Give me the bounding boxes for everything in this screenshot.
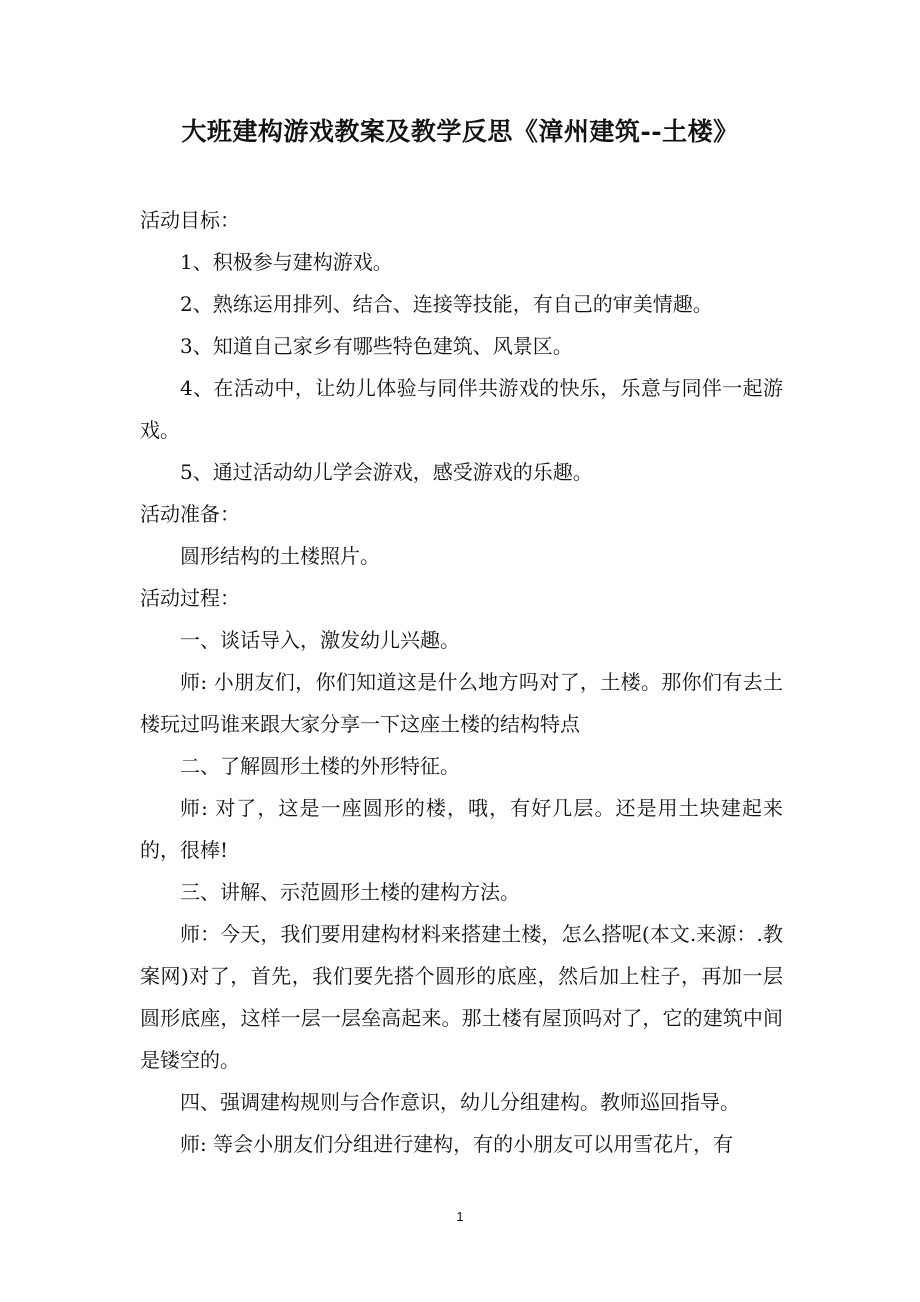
section-heading-preparation: 活动准备： xyxy=(140,502,240,526)
document-body xyxy=(140,199,783,1165)
process-step-heading: 一、谈话导入，激发幼儿兴趣。 xyxy=(180,628,460,652)
goal-item: 3、知道自己家乡有哪些特色建筑、风景区。 xyxy=(180,334,573,358)
process-step-heading: 三、讲解、示范圆形土楼的建构方法。 xyxy=(180,880,520,904)
goal-item: 1、积极参与建构游戏。 xyxy=(180,250,393,274)
teacher-dialogue: 师：今天，我们要用建构材料来搭建土楼，怎么搭呢(本文.来源：.教案网)对了，首先，我们要先搭个圆形的底座，然后加上柱子，再加一层圆形底座，这样一层一层垒高起来。那土楼有屋顶吗对了，它的建筑中间是镂空的。 xyxy=(140,922,783,1072)
process-step-heading: 二、了解圆形土楼的外形特征。 xyxy=(180,754,460,778)
teacher-dialogue: 师: 小朋友们，你们知道这是什么地方吗对了，土楼。那你们有去土楼玩过吗谁来跟大家分享一下这座土楼的结构特点 xyxy=(140,670,783,736)
goal-item: 5、通过活动幼儿学会游戏，感受游戏的乐趣。 xyxy=(180,460,593,484)
section-heading-goals: 活动目标： xyxy=(140,208,240,232)
goal-item: 2、熟练运用排列、结合、连接等技能，有自己的审美情趣。 xyxy=(180,292,713,316)
section-heading-process: 活动过程： xyxy=(140,586,240,610)
process-step-heading: 四、强调建构规则与合作意识，幼儿分组建构。教师巡回指导。 xyxy=(180,1090,740,1114)
document-title: 大班建构游戏教案及教学反思《漳州建筑--土楼》 xyxy=(181,117,739,146)
teacher-dialogue: 师: 对了，这是一座圆形的楼，哦，有好几层。还是用土块建起来的，很棒! xyxy=(140,796,783,862)
goal-item: 4、在活动中，让幼儿体验与同伴共游戏的快乐，乐意与同伴一起游戏。 xyxy=(140,376,783,442)
teacher-dialogue: 师: 等会小朋友们分组进行建构，有的小朋友可以用雪花片，有 xyxy=(180,1132,734,1156)
page-number: 1 xyxy=(456,1209,464,1224)
preparation-item: 圆形结构的土楼照片。 xyxy=(180,544,380,568)
